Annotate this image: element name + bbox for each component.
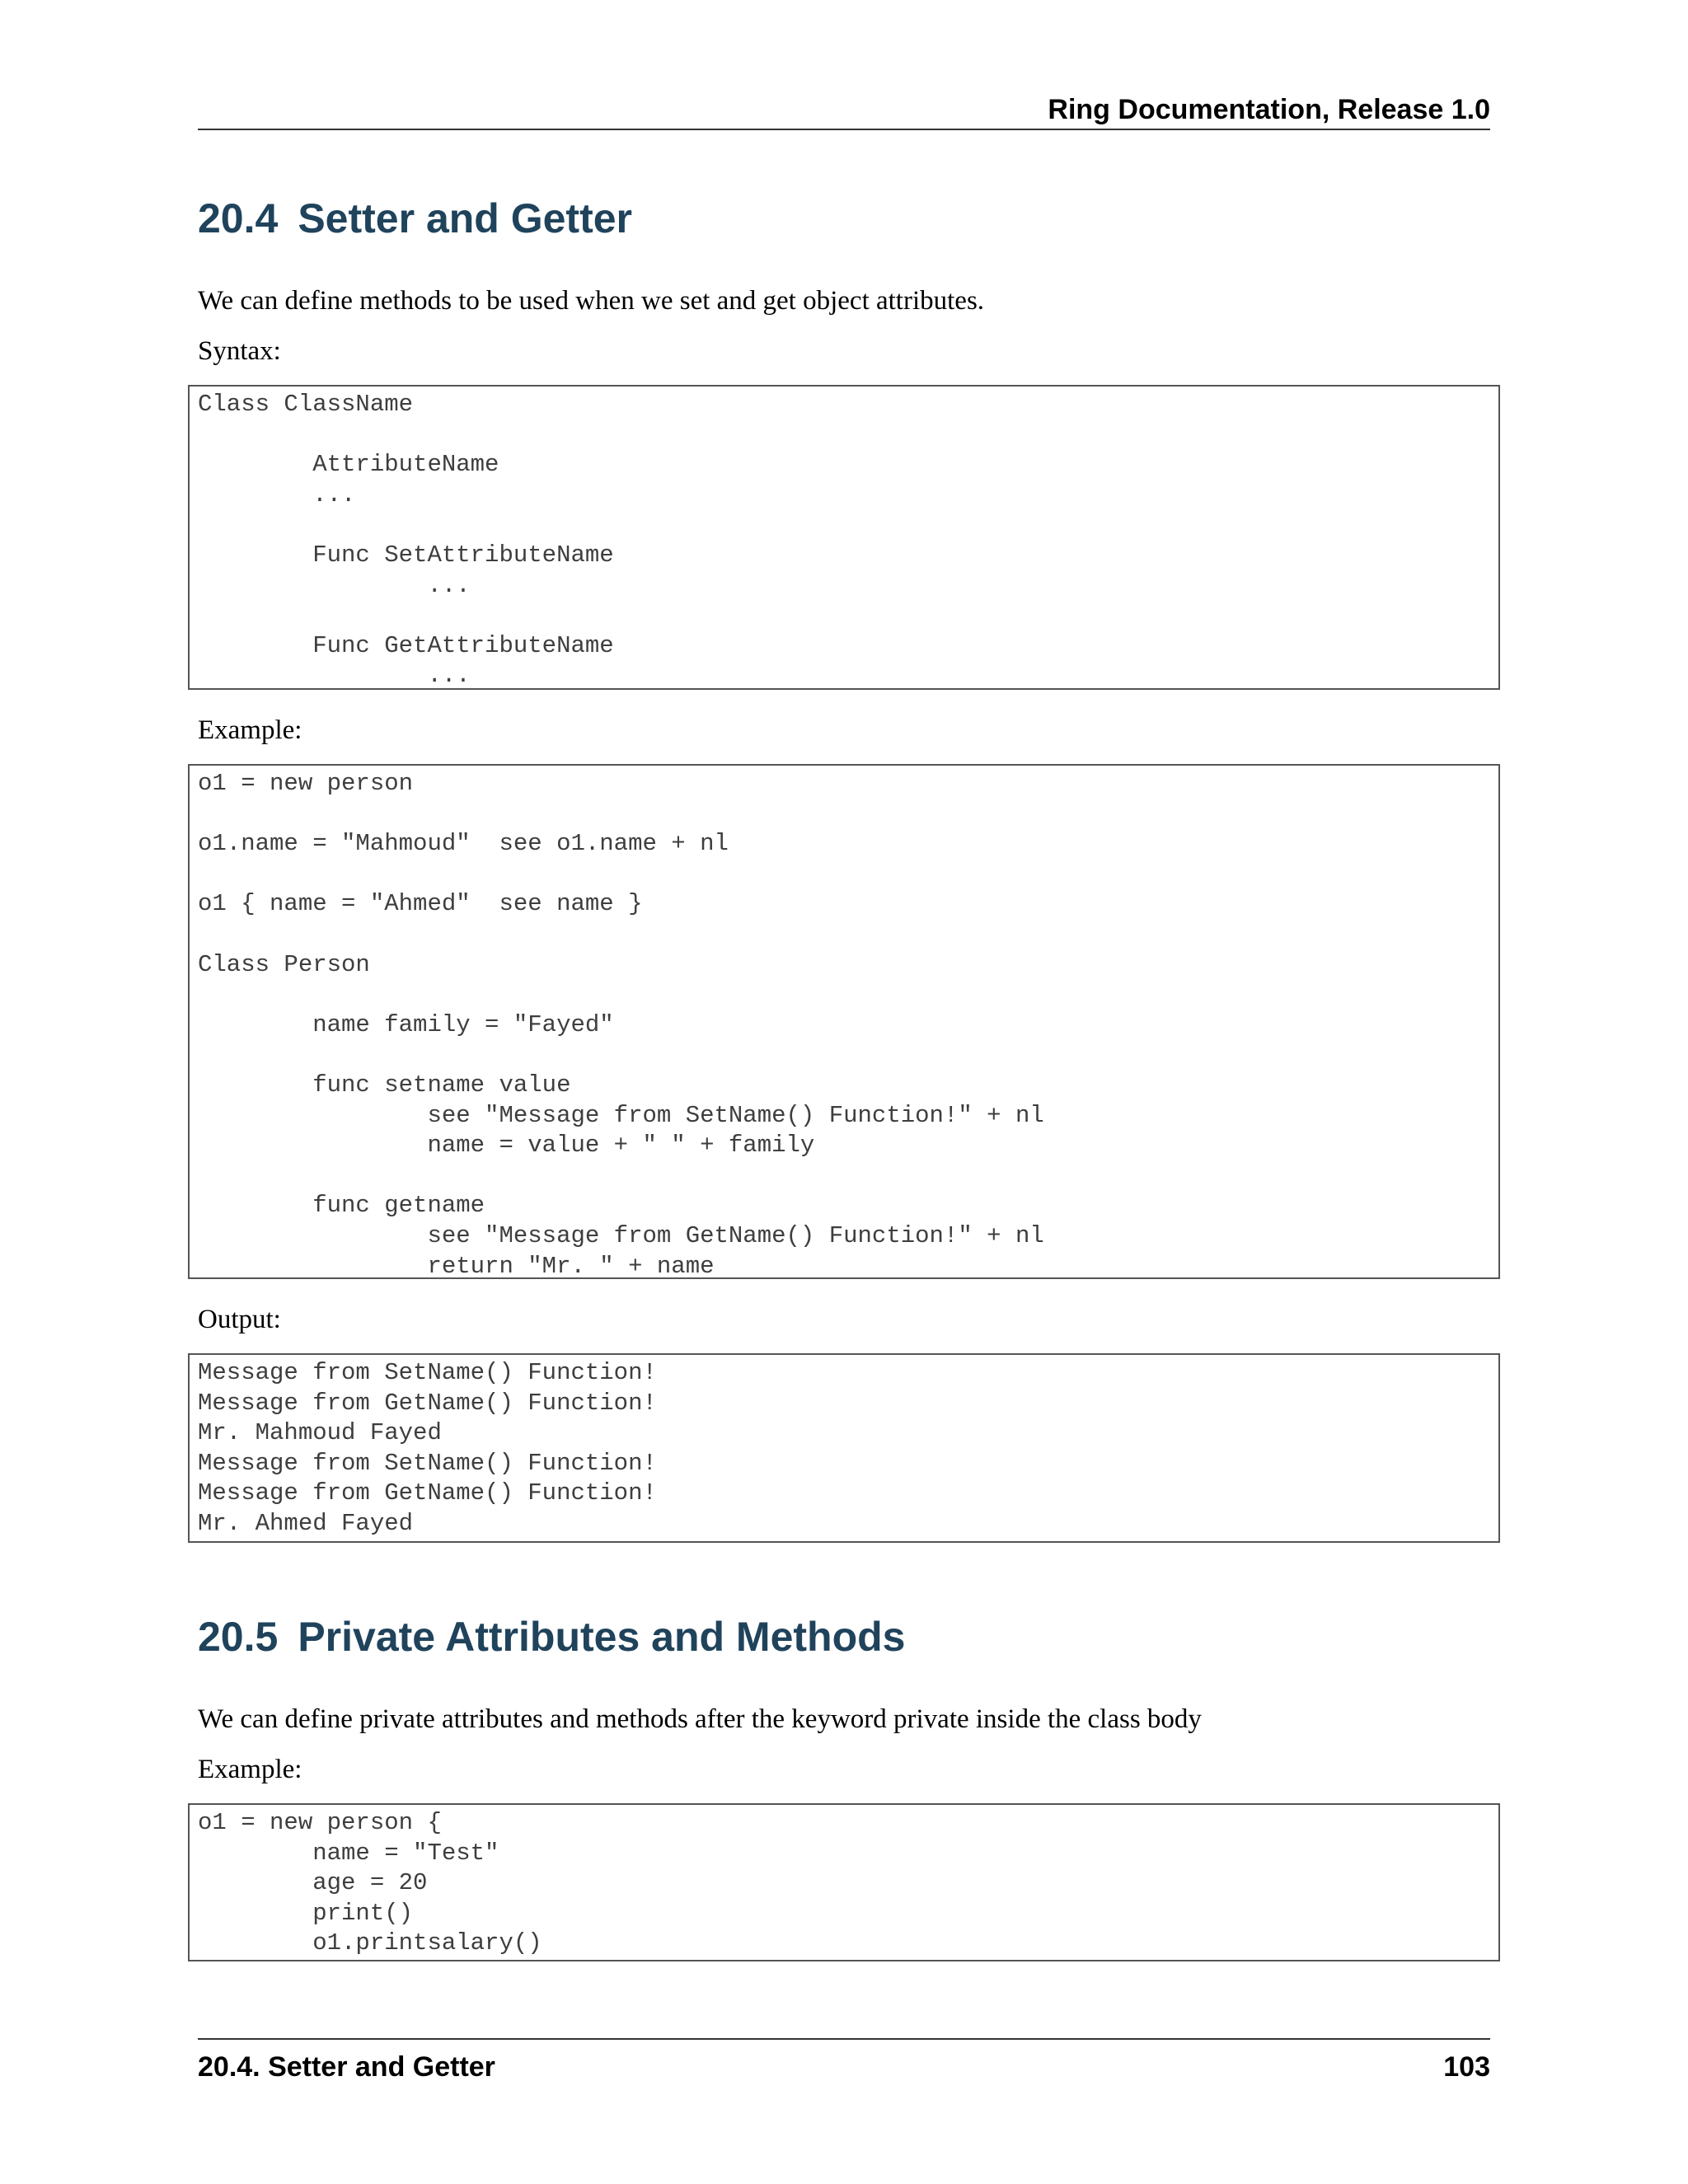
section-heading-20-5 xyxy=(198,1614,906,1660)
private-example-code-block: o1 = new person { name = "Test" age = 20 print() o1.printsalary() xyxy=(188,1803,1500,1961)
section-heading-20-4 xyxy=(198,195,632,241)
page-number: 103 xyxy=(1443,2051,1490,2083)
output-code-block: Message from SetName() Function! Message from GetName() Function! Mr. Mahmoud Fayed Message from SetName() Function! Message from GetName() Function! Mr. Ahmed Fayed xyxy=(188,1353,1500,1543)
section-title: Setter and Getter xyxy=(298,195,632,241)
example-label: Example: xyxy=(198,1755,302,1784)
example-label: Example: xyxy=(198,715,302,745)
footer-section-title: 20.4. Setter and Getter xyxy=(198,2051,495,2083)
example-code-block: o1 = new person o1.name = "Mahmoud" see o1.name + nl o1 { name = "Ahmed" see name } Class Person name family = "Fayed" func setname value see "Message from SetName() Function!" + nl name = value + " " + family func getname see "Message from GetName() Function!" + nl return "Mr. " + name xyxy=(188,764,1500,1279)
section-intro: We can define private attributes and methods after the keyword private inside the class body xyxy=(198,1704,1202,1734)
page-footer xyxy=(198,2038,1490,2083)
section-number: 20.5 xyxy=(198,1614,279,1660)
syntax-code-block: Class ClassName AttributeName ... Func SetAttributeName ... Func GetAttributeName ... xyxy=(188,385,1500,690)
running-header: Ring Documentation, Release 1.0 xyxy=(198,89,1490,130)
syntax-label: Syntax: xyxy=(198,336,281,366)
section-title: Private Attributes and Methods xyxy=(298,1614,906,1660)
section-intro: We can define methods to be used when we set and get object attributes. xyxy=(198,286,985,316)
section-number: 20.4 xyxy=(198,195,279,241)
output-label: Output: xyxy=(198,1305,281,1334)
